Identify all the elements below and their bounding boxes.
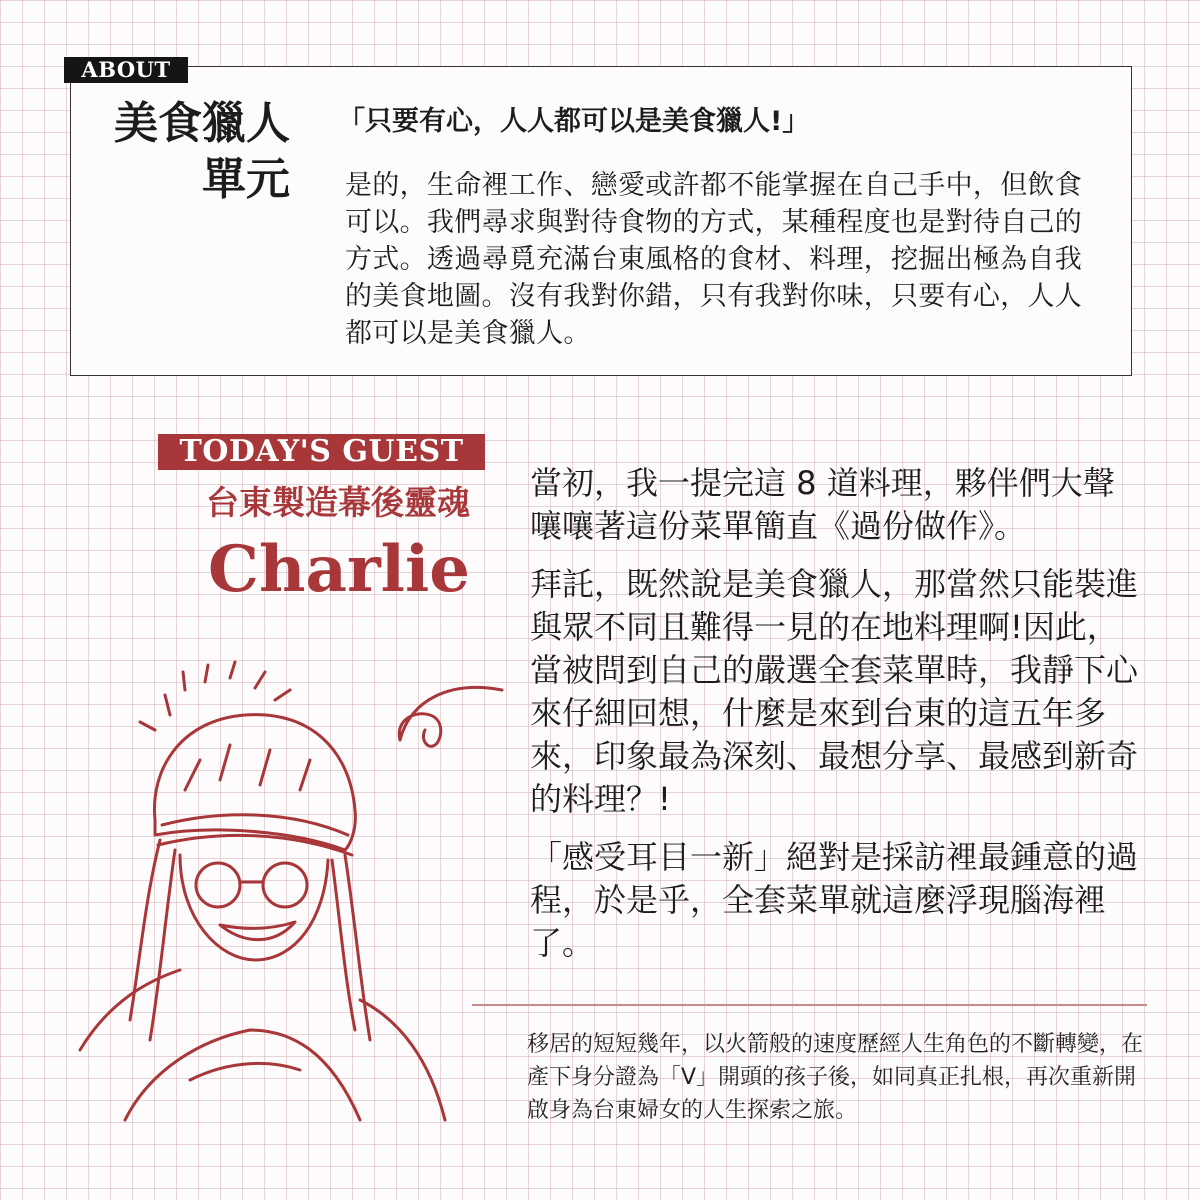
guest-bio: 移居的短短幾年，以火箭般的速度歷經人生角色的不斷轉變，在產下身分證為「V」開頭的孩子後，如同真正扎根，再次重新開啟身為台東婦女的人生探索之旅。	[527, 1032, 1144, 1123]
about-quote: 「只要有心，人人都可以是美食獵人!」	[338, 106, 810, 137]
divider-line	[472, 1004, 1147, 1006]
guest-portrait-illustration	[70, 660, 510, 1130]
guest-name: Charlie	[208, 532, 470, 607]
about-body: 是的，生命裡工作、戀愛或許都不能掌握在自己手中，但飲食可以。我們尋求與對待食物的方式，某種程度也是對待自己的方式。透過尋覓充滿台東風格的食材、料理，挖掘出極為自我的美食地圖。沒有我對你錯，只有我對你味，只要有心，人人都可以是美食獵人。	[345, 170, 1083, 349]
about-title-line2: 單元	[202, 154, 290, 205]
story-paragraph-1: 當初，我一提完這 8 道料理，夥伴們大聲嚷嚷著這份菜單簡直《過份做作》。	[530, 464, 1115, 545]
story-text	[530, 462, 1142, 980]
about-title-line1: 美食獵人	[114, 98, 290, 149]
beanie-hat	[154, 715, 355, 850]
smile	[220, 922, 295, 940]
swirl-doodle	[399, 687, 502, 746]
story-paragraph-2: 拜託，既然說是美食獵人，那當然只能裝進與眾不同且難得一見的在地料理啊!因此，當被問到自己的嚴選全套菜單時，我靜下心來仔細回想，什麼是來到台東的這五年多來，印象最為深刻、最想分享、最感到新奇的料理？!	[530, 565, 1139, 818]
about-tag: ABOUT	[64, 57, 188, 83]
glasses-right	[263, 863, 307, 907]
sweater	[80, 970, 445, 1120]
story-paragraph-3: 「感受耳目一新」絕對是採訪裡最鍾意的過程，於是乎，全套菜單就這麼浮現腦海裡了。	[530, 838, 1139, 962]
guest-role: 台東製造幕後靈魂	[206, 483, 470, 522]
about-title	[90, 96, 290, 208]
guest-tag: TODAY'S GUEST	[158, 434, 485, 470]
glasses-left	[196, 863, 240, 907]
